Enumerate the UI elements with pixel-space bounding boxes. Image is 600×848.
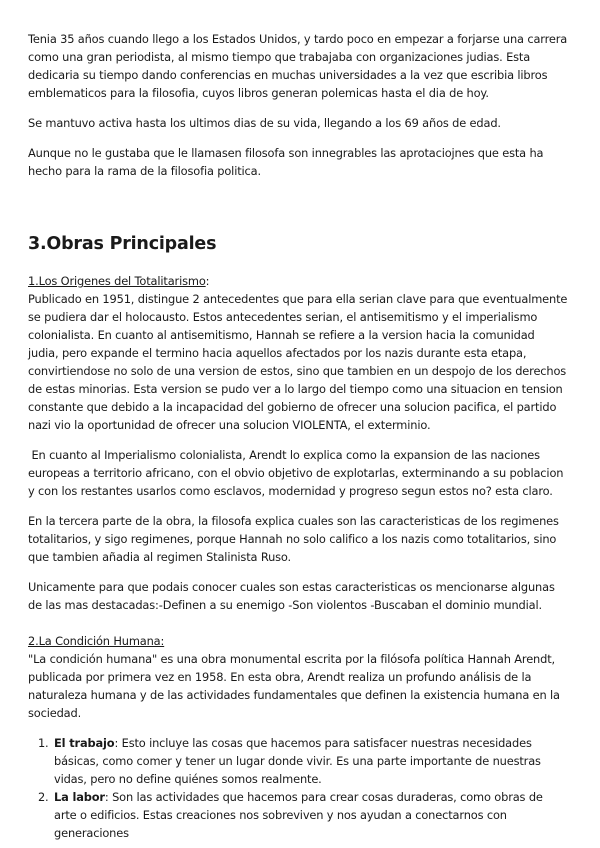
work2-heading [28, 632, 568, 650]
section-title: 3.Obras Principales [28, 234, 217, 254]
work1-paragraph-4: Unicamente para que podais conocer cuales son estas caracteristicas os mencionarse algunas de las mas destacadas:-Definen a su enemigo -Son violentos -Buscaban el dominio mundial. [28, 580, 555, 612]
work1-paragraph-2: En cuanto al Imperialismo colonialista, Arendt lo explica como la expansion de las naciones europeas a territorio africano, con el obvio objetivo de explotarlas, exterminando a su poblacion y con los restantes usarlos como esclavos, modernidad y progreso segun estos no? esta claro. [28, 448, 567, 498]
work1-paragraph-1: Publicado en 1951, distingue 2 antecedentes que para ella serian clave para que eventualmente se pudiera dar el holocausto. Estos antecedentes serian, el antisemitismo y el imperialismo colonialista. En cuanto al antisemitismo, Hannah se refiere a la version hacia la comunidad judia, pero expande el termino hacia aquellos afectados por los nazis durante esta etapa, convirtiendose no solo de una version de estos, sino que tambien en un despojo de los derechos de estas minorias. Esta version se pudo ver a lo largo del tiempo como una situacion en tension constante que debido a la incapacidad del gobierno de ofrecer una solucion pacifica, el partido nazi vio la oportunidad de ofrecer una solucion VIOLENTA, el exterminio. [28, 292, 568, 432]
list-item [52, 734, 568, 788]
list-item-term: La labor [54, 790, 105, 804]
work1-paragraph-3: En la tercera parte de la obra, la filosofa explica cuales son las caracteristicas de los regimenes totalitarios, y sigo regimenes, porque Hannah no solo califico a los nazis como totalitarios, sino que tambien añadia al regimen Stalinista Ruso. [28, 514, 559, 564]
document-page [28, 30, 568, 842]
work2-heading-title: 2.La Condición Humana: [28, 634, 165, 648]
list-item-term: El trabajo [54, 736, 115, 750]
work1-heading [28, 272, 568, 290]
intro-paragraph-3: Aunque no le gustaba que le llamasen filosofa son innegrables las aprotaciojnes que esta ha hecho para la rama de la filosofia politica. [28, 146, 544, 178]
work2-paragraph-1: "La condición humana" es una obra monumental escrita por la filósofa política Hannah Arendt, publicada por primera vez en 1958. En esta obra, Arendt realiza un profundo análisis de la naturaleza humana y de las actividades fundamentales que definen la existencia humana en la sociedad. [28, 652, 560, 720]
intro-paragraph-1: Tenia 35 años cuando llego a los Estados Unidos, y tardo poco en empezar a forjarse una carrera como una gran periodista, al mismo tiempo que trabajaba con organizaciones judias. Esta dedicaria su tiempo dando conferencias en muchas universidades a la vez que escribia libros emblematicos para la filosofia, cuyos libros generan polemicas hasta el dia de hoy. [28, 32, 568, 100]
list-item-text: : Son las actividades que hacemos para crear cosas duraderas, como obras de arte o edificios. Estas creaciones nos sobreviven y nos ayudan a conectarnos con generaciones [54, 790, 543, 840]
work1-heading-suffix: : [205, 274, 210, 288]
intro-paragraph-2: Se mantuvo activa hasta los ultimos dias de su vida, llegando a los 69 años de edad. [28, 116, 501, 130]
list-item-text: : Esto incluye las cosas que hacemos para satisfacer nuestras necesidades básicas, como comer y tener un lugar donde vivir. Es una parte importante de nuestras vidas, pero no define quiénes somos realmente. [54, 736, 541, 786]
activities-list [28, 734, 568, 842]
work1-heading-title: 1.Los Origenes del Totalitarismo [28, 274, 206, 288]
list-item [52, 788, 568, 842]
